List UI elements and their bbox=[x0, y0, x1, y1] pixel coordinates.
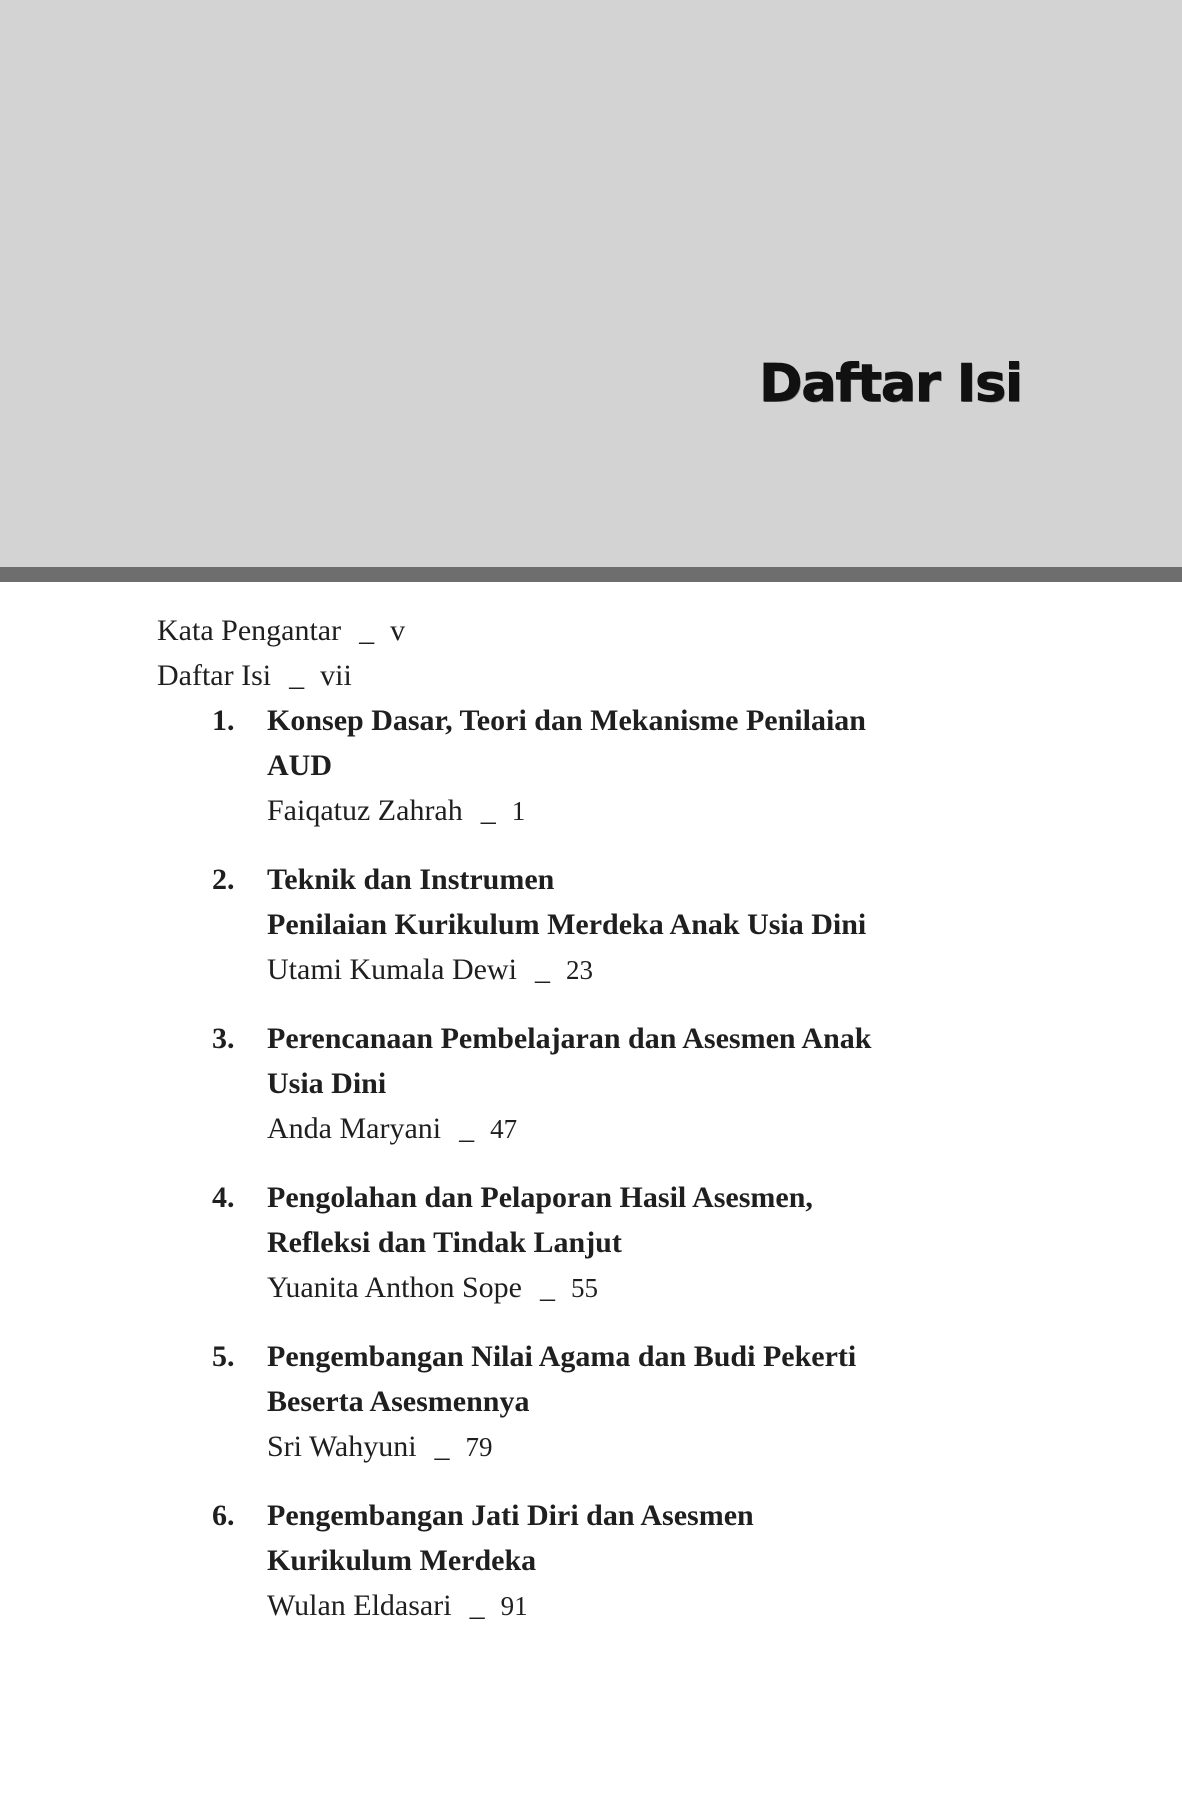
chapter-title-line: Penilaian Kurikulum Merdeka Anak Usia Dini bbox=[267, 908, 867, 941]
chapter-title-line: Konsep Dasar, Teori dan Mekanisme Penilaian bbox=[267, 704, 866, 737]
chapter-title-line: Kurikulum Merdeka bbox=[267, 1544, 537, 1577]
toc-chapter-3[interactable] bbox=[157, 1016, 1017, 1152]
toc-entry-separator: _ bbox=[289, 659, 305, 692]
chapter-page: 47 bbox=[490, 1114, 518, 1144]
toc-chapter-5[interactable] bbox=[157, 1334, 1017, 1470]
chapter-author: Utami Kumala Dewi bbox=[267, 953, 517, 986]
chapter-page: 1 bbox=[511, 796, 526, 826]
chapter-author-line bbox=[267, 1424, 1017, 1470]
toc-chapter-2[interactable] bbox=[157, 857, 1017, 993]
chapter-title-line: Beserta Asesmennya bbox=[267, 1385, 530, 1418]
chapter-author-line bbox=[267, 947, 1017, 993]
chapter-separator: _ bbox=[434, 1430, 450, 1463]
chapter-author-line bbox=[267, 788, 1017, 834]
chapter-author: Yuanita Anthon Sope bbox=[267, 1271, 522, 1304]
chapter-number: 4. bbox=[212, 1181, 235, 1214]
toc-chapter-1[interactable] bbox=[157, 698, 1017, 834]
chapter-separator: _ bbox=[469, 1589, 485, 1622]
chapter-title-line: Pengolahan dan Pelaporan Hasil Asesmen, bbox=[267, 1181, 813, 1214]
chapter-page: 55 bbox=[571, 1273, 598, 1303]
toc-entry-kata-pengantar[interactable] bbox=[157, 608, 1017, 653]
chapter-author: Anda Maryani bbox=[267, 1112, 442, 1145]
toc-entry-page: vii bbox=[320, 659, 352, 692]
chapter-separator: _ bbox=[459, 1112, 475, 1145]
chapter-author: Wulan Eldasari bbox=[267, 1589, 452, 1622]
chapter-author-line bbox=[267, 1106, 1017, 1152]
chapter-separator: _ bbox=[540, 1271, 555, 1304]
chapter-title-line: Refleksi dan Tindak Lanjut bbox=[267, 1226, 622, 1259]
toc-entry-page: v bbox=[390, 614, 406, 647]
chapter-title-line: Usia Dini bbox=[267, 1067, 387, 1100]
toc-entry-daftar-isi[interactable] bbox=[157, 653, 1017, 698]
toc-entry-label: Kata Pengantar bbox=[157, 614, 342, 647]
toc-chapter-6[interactable] bbox=[157, 1493, 1017, 1629]
chapter-separator: _ bbox=[534, 953, 550, 986]
toc-entry-label: Daftar Isi bbox=[157, 659, 272, 692]
chapter-number: 3. bbox=[212, 1022, 235, 1055]
chapter-number: 1. bbox=[212, 704, 235, 737]
chapter-author-line bbox=[267, 1265, 1017, 1311]
toc-chapter-4[interactable] bbox=[157, 1175, 1017, 1311]
chapter-title-line: Pengembangan Jati Diri dan Asesmen bbox=[267, 1499, 754, 1532]
chapter-author: Sri Wahyuni bbox=[267, 1430, 417, 1463]
chapter-page: 23 bbox=[565, 955, 593, 985]
chapter-title-line: Pengembangan Nilai Agama dan Budi Pekerti bbox=[267, 1340, 857, 1373]
chapter-page: 79 bbox=[465, 1432, 493, 1462]
chapter-page: 91 bbox=[500, 1591, 528, 1621]
header-band bbox=[0, 0, 1182, 567]
table-of-contents bbox=[157, 608, 1017, 1629]
chapter-number: 5. bbox=[212, 1340, 235, 1373]
chapter-separator: _ bbox=[480, 794, 496, 827]
chapter-title-line: AUD bbox=[267, 749, 332, 782]
chapter-author: Faiqatuz Zahrah bbox=[267, 794, 463, 827]
toc-entry-separator: _ bbox=[359, 614, 375, 647]
chapter-author-line bbox=[267, 1583, 1017, 1629]
header-divider bbox=[0, 567, 1182, 582]
chapter-title-line: Teknik dan Instrumen bbox=[267, 863, 555, 896]
chapter-number: 6. bbox=[212, 1499, 235, 1532]
chapter-number: 2. bbox=[212, 863, 235, 896]
chapter-title-line: Perencanaan Pembelajaran dan Asesmen Anak bbox=[267, 1022, 872, 1055]
page-title: Daftar Isi bbox=[759, 354, 1022, 414]
